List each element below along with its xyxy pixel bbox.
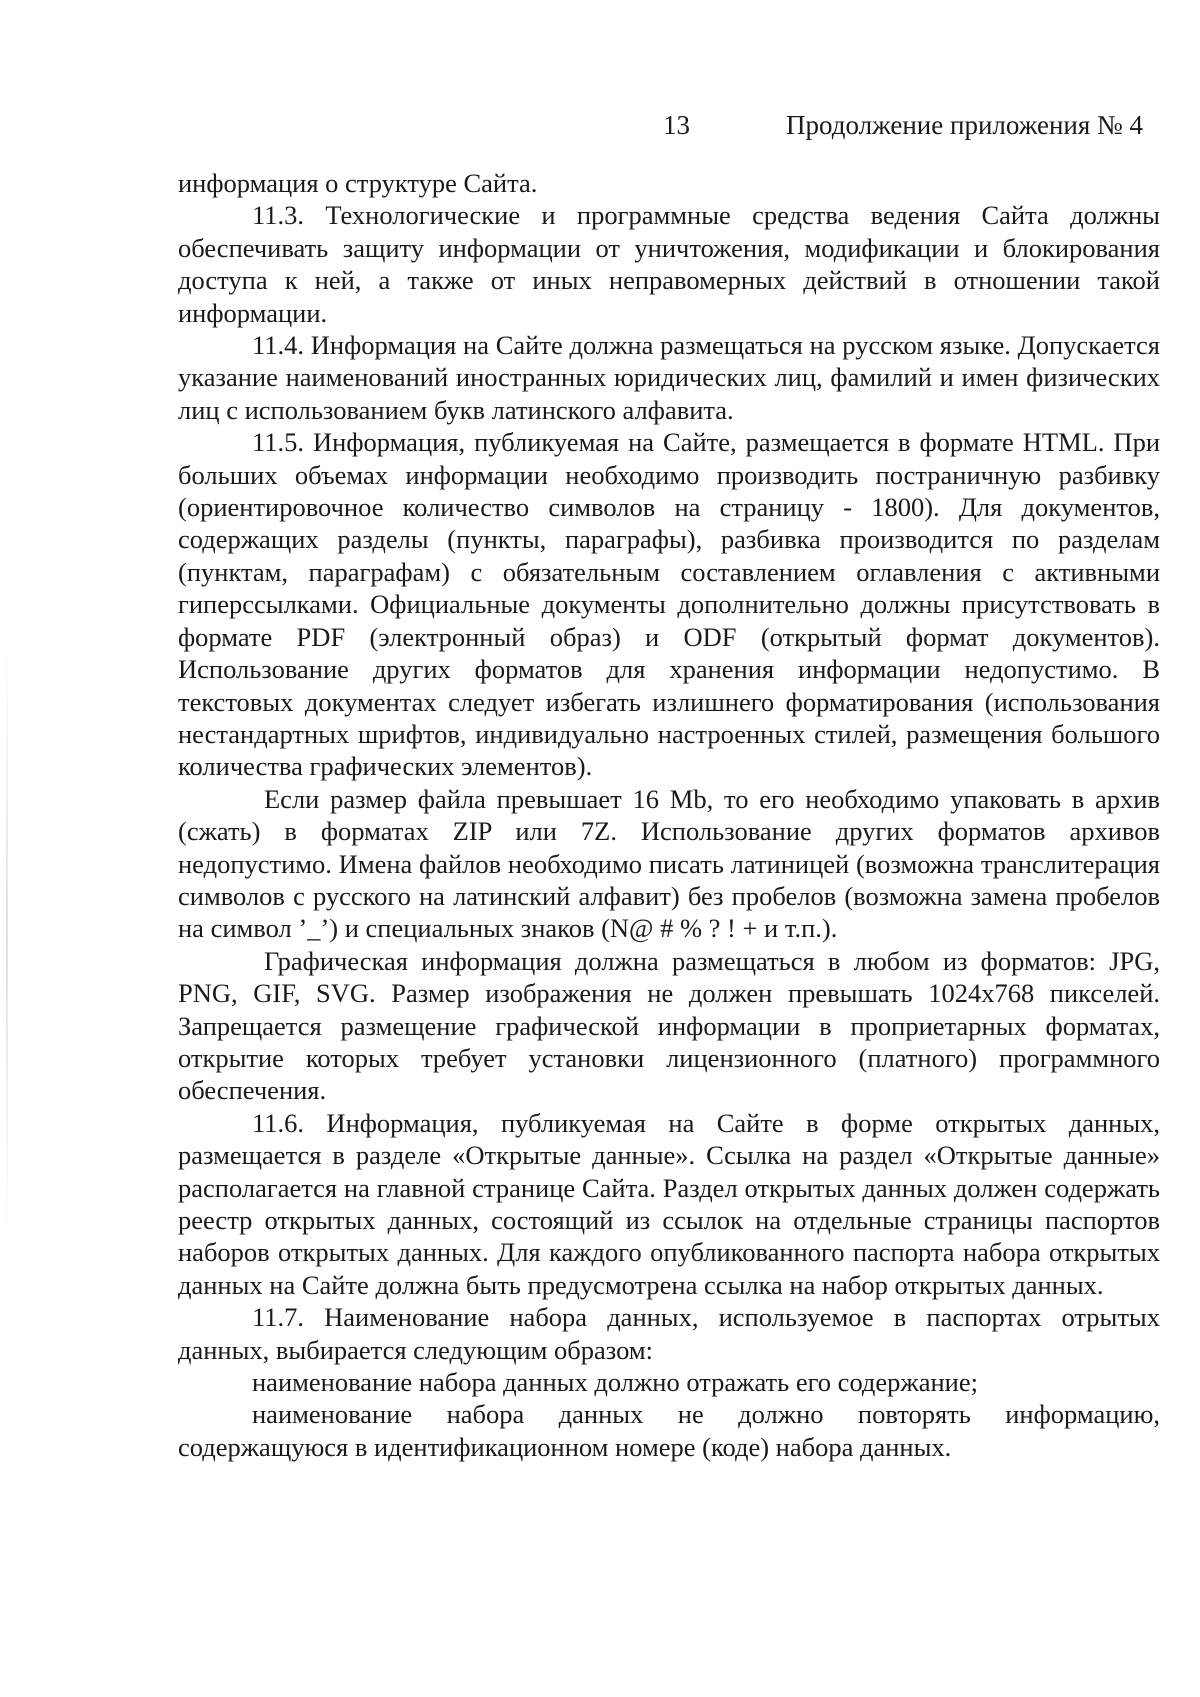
page-header xyxy=(0,110,1200,150)
paragraph-file-size: Если размер файла превышает 16 Mb, то его необходимо упаковать в архив (сжать) в форматах ZIP или 7Z. Использование других форматов архивов недопустимо. Имена файлов необходимо писать латиницей (возможна транслитерация символов с русского на латинский алфавит) без пробелов (возможна замена пробелов на символ ’_’) и специальных знаков (N@ # % ? ! + и т.п.). xyxy=(178,783,1160,944)
paragraph-11-5: 11.5. Информация, публикуемая на Сайте, размещается в формате HTML. При больших объемах информации необходимо производить постраничную разбивку (ориентировочное количество символов на страницу - 1800). Для документов, содержащих разделы (пункты, параграфы), разбивка производится по разделам (пунктам, параграфам) с обязательным составлением оглавления с активными гиперссылками. Официальные документы дополнительно должны присутствовать в формате PDF (электронный образ) и ODF (открытый формат документов). Использование других форматов для хранения информации недопустимо. В текстовых документах следует избегать излишнего форматирования (использования нестандартных шрифтов, индивидуально настроенных стилей, размещения большого количества графических элементов). xyxy=(178,427,1160,782)
appendix-caption: Продолжение приложения № 4 xyxy=(786,110,1144,140)
paragraph-11-4: 11.4. Информация на Сайте должна размещаться на русском языке. Допускается указание наименований иностранных юридических лиц, фамилий и имен физических лиц с использованием букв латинского алфавита. xyxy=(178,330,1160,425)
list-item-dataset-name-no-repeat: наименование набора данных не должно повторять информацию, содержащуюся в идентификационном номере (коде) набора данных. xyxy=(178,1399,1160,1462)
document-body xyxy=(178,167,1160,1463)
page-number: 13 xyxy=(663,110,690,140)
paragraph-graphics: Графическая информация должна размещаться в любом из форматов: JPG, PNG, GIF, SVG. Размер изображения не должен превышать 1024x768 пикселей. Запрещается размещение графической информации в проприетарных форматах, открытие которых требует установки лицензионного (платного) программного обеспечения. xyxy=(178,945,1160,1106)
paragraph-11-3: 11.3. Технологические и программные средства ведения Сайта должны обеспечивать защиту информации от уничтожения, модификации и блокирования доступа к ней, а также от иных неправомерных действий в отношении такой информации. xyxy=(178,200,1160,328)
paragraph-11-6: 11.6. Информация, публикуемая на Сайте в форме открытых данных, размещается в разделе «Открытые данные». Ссылка на раздел «Открытые данные» располагается на главной странице Сайта. Раздел открытых данных должен содержать реестр открытых данных, состоящий из ссылок на отдельные страницы паспортов наборов открытых данных. Для каждого опубликованного паспорта набора открытых данных на Сайте должна быть предусмотрена ссылка на набор открытых данных. xyxy=(178,1107,1160,1300)
scan-edge-shadow xyxy=(6,640,8,1240)
list-item-dataset-name-content: наименование набора данных должно отражать его содержание; xyxy=(252,1367,978,1398)
paragraph-11-7: 11.7. Наименование набора данных, используемое в паспортах отрытых данных, выбирается следующим образом: xyxy=(178,1302,1160,1365)
paragraph-continuation: информация о структуре Сайта. xyxy=(178,168,538,198)
